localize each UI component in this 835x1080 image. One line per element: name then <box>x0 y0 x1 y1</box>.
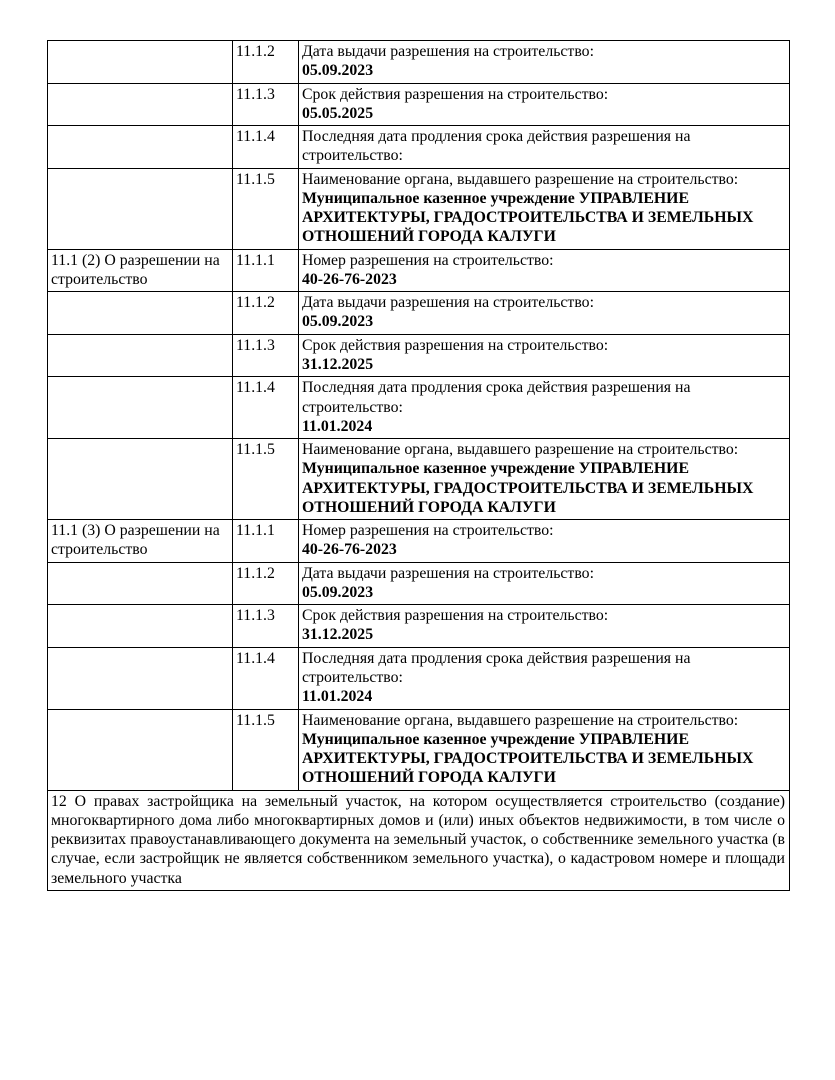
item-number-cell: 11.1.3 <box>233 334 299 377</box>
table-row <box>48 168 790 249</box>
section-label-cell <box>48 377 233 439</box>
field-label: Дата выдачи разрешения на строительство: <box>302 564 594 582</box>
field-label: Дата выдачи разрешения на строительство: <box>302 294 594 312</box>
section-label-cell <box>48 126 233 169</box>
table-row <box>48 520 790 563</box>
table-row <box>48 605 790 648</box>
content-cell <box>299 334 790 377</box>
item-number-cell: 11.1.5 <box>233 439 299 520</box>
table-row <box>48 334 790 377</box>
table-row <box>48 562 790 605</box>
section-label-cell <box>48 168 233 249</box>
content-cell <box>299 520 790 563</box>
field-value: 11.01.2024 <box>302 688 373 706</box>
item-number-cell: 11.1.4 <box>233 377 299 439</box>
field-value: 40-26-76-2023 <box>302 541 397 559</box>
section-label-cell: 11.1 (3) О разрешении на строительство <box>48 520 233 563</box>
section-label-cell <box>48 292 233 335</box>
section-label-cell: 11.1 (2) О разрешении на строительство <box>48 249 233 292</box>
content-cell <box>299 377 790 439</box>
content-cell <box>299 83 790 126</box>
field-value: Муниципальное казенное учреждение УПРАВЛЕНИЕ АРХИТЕКТУРЫ, ГРАДОСТРОИТЕЛЬСТВА И ЗЕМЕЛЬНЫХ ОТНОШЕНИЙ ГОРОДА КАЛУГИ <box>302 460 754 516</box>
section-12-heading: 12 О правах застройщика на земельный участок, на котором осуществляется строительство (создание) многоквартирного дома либо многоквартирных домов и (или) иных объектов недвижимости, в том числе о реквизитах правоустанавливающего документа на земельный участок, о собственнике земельного участка (в случае, если застройщик не является собственником земельного участка), о кадастровом номере и площади земельного участка <box>48 790 790 890</box>
item-number-cell: 11.1.2 <box>233 562 299 605</box>
table-row <box>48 709 790 790</box>
table-row <box>48 647 790 709</box>
section-label-cell <box>48 41 233 84</box>
field-label: Последняя дата продления срока действия разрешения на строительство: <box>302 649 691 686</box>
field-value: 05.09.2023 <box>302 583 374 601</box>
field-value: 31.12.2025 <box>302 626 374 644</box>
section-label-cell <box>48 605 233 648</box>
table-body <box>48 41 790 891</box>
table-row <box>48 41 790 84</box>
field-label: Последняя дата продления срока действия разрешения на строительство: <box>302 379 691 416</box>
item-number-cell: 11.1.2 <box>233 292 299 335</box>
field-value: 05.05.2025 <box>302 104 374 122</box>
content-cell <box>299 562 790 605</box>
section-label-cell <box>48 83 233 126</box>
section-label-cell <box>48 439 233 520</box>
table-row <box>48 126 790 169</box>
item-number-cell: 11.1.5 <box>233 709 299 790</box>
construction-permits-table <box>47 40 790 891</box>
field-label: Наименование органа, выдавшего разрешение на строительство: <box>302 441 739 459</box>
content-cell <box>299 41 790 84</box>
content-cell <box>299 249 790 292</box>
field-value: 11.01.2024 <box>302 417 373 435</box>
content-cell <box>299 168 790 249</box>
field-label: Номер разрешения на строительство: <box>302 522 554 540</box>
field-value: Муниципальное казенное учреждение УПРАВЛЕНИЕ АРХИТЕКТУРЫ, ГРАДОСТРОИТЕЛЬСТВА И ЗЕМЕЛЬНЫХ ОТНОШЕНИЙ ГОРОДА КАЛУГИ <box>302 189 754 246</box>
item-number-cell: 11.1.2 <box>233 41 299 84</box>
item-number-cell: 11.1.1 <box>233 249 299 292</box>
content-cell <box>299 439 790 520</box>
table-row-section-12 <box>48 790 790 890</box>
field-value: 05.09.2023 <box>302 313 374 331</box>
table-row <box>48 292 790 335</box>
table-row <box>48 377 790 439</box>
item-number-cell: 11.1.3 <box>233 605 299 648</box>
item-number-cell: 11.1.4 <box>233 647 299 709</box>
field-value: 40-26-76-2023 <box>302 270 397 288</box>
field-label: Наименование органа, выдавшего разрешение на строительство: <box>302 711 739 729</box>
item-number-cell: 11.1.3 <box>233 83 299 126</box>
section-label-cell <box>48 562 233 605</box>
field-label: Наименование органа, выдавшего разрешение на строительство: <box>302 170 739 188</box>
item-number-cell: 11.1.1 <box>233 520 299 563</box>
field-value: Муниципальное казенное учреждение УПРАВЛЕНИЕ АРХИТЕКТУРЫ, ГРАДОСТРОИТЕЛЬСТВА И ЗЕМЕЛЬНЫХ ОТНОШЕНИЙ ГОРОДА КАЛУГИ <box>302 730 754 787</box>
table-row <box>48 249 790 292</box>
field-value: 05.09.2023 <box>302 62 374 80</box>
section-label-cell <box>48 647 233 709</box>
content-cell <box>299 709 790 790</box>
field-label: Дата выдачи разрешения на строительство: <box>302 43 594 60</box>
content-cell <box>299 647 790 709</box>
field-value: 31.12.2025 <box>302 355 374 373</box>
table-row <box>48 439 790 520</box>
content-cell <box>299 605 790 648</box>
table-row <box>48 83 790 126</box>
field-label: Последняя дата продления срока действия разрешения на строительство: <box>302 128 691 165</box>
field-label: Номер разрешения на строительство: <box>302 251 554 269</box>
item-number-cell: 11.1.4 <box>233 126 299 169</box>
field-label: Срок действия разрешения на строительство: <box>302 336 609 354</box>
field-label: Срок действия разрешения на строительство: <box>302 607 609 625</box>
field-label: Срок действия разрешения на строительство: <box>302 85 609 103</box>
section-label-cell <box>48 709 233 790</box>
content-cell <box>299 126 790 169</box>
content-cell <box>299 292 790 335</box>
section-label-cell <box>48 334 233 377</box>
item-number-cell: 11.1.5 <box>233 168 299 249</box>
